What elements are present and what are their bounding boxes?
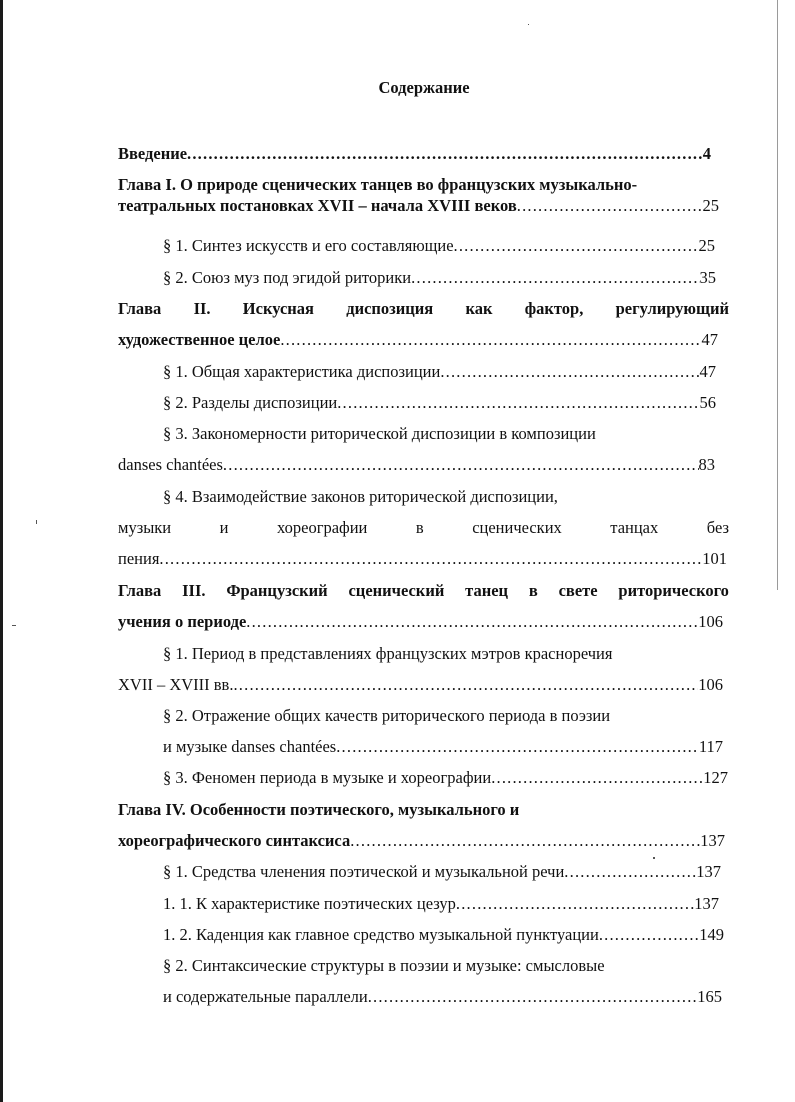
toc-entry-text: Введение (118, 144, 188, 163)
toc-entry-text: театральных постановках XVII – начала XVIII веков (118, 196, 517, 215)
toc-entry-chapter-3[interactable] (118, 611, 723, 633)
toc-entry-section[interactable] (163, 392, 716, 414)
toc-entry-intro[interactable] (118, 143, 711, 165)
leader-dots (517, 195, 703, 217)
toc-entry-section-line[interactable]: § 4. Взаимодействие законов риторической диспозиции, (163, 487, 558, 506)
title-word: в (528, 581, 538, 600)
title-word: свете (558, 581, 598, 600)
toc-entry-section[interactable] (118, 548, 727, 570)
toc-entry-text: § 1. Общая характеристика диспозиции (163, 362, 441, 381)
leader-dots (337, 392, 699, 414)
page-number: 101 (702, 549, 727, 568)
chapter-1-title[interactable]: Глава I. О природе сценических танцев во французских музыкально- (118, 175, 638, 194)
title-word: сценический (348, 581, 445, 600)
toc-entry-subsection[interactable] (163, 893, 719, 915)
toc-entry-text: и музыке danses chantées (163, 737, 337, 756)
leader-dots (246, 611, 698, 633)
leader-dots (440, 361, 699, 383)
toc-entry-chapter-2[interactable] (118, 329, 718, 351)
title-word: II. (193, 299, 211, 318)
leader-dots (564, 861, 696, 883)
leader-dots (491, 767, 703, 789)
toc-entry-text: danses chantées (118, 455, 223, 474)
page-number: 47 (699, 362, 716, 381)
scan-speck (528, 24, 529, 25)
toc-entry-section-line[interactable]: § 1. Период в представлениях французских мэтров красноречия (163, 644, 613, 663)
toc-entry-section-line[interactable]: § 2. Синтаксические структуры в поэзии и музыке: смысловые (163, 956, 605, 975)
toc-entry-chapter-1[interactable] (118, 195, 719, 217)
scan-speck (12, 625, 16, 626)
toc-entry-text: хореографического синтаксиса (118, 831, 351, 850)
page-number: 165 (697, 987, 722, 1006)
chapter-2-title[interactable] (118, 298, 729, 320)
leader-dots (233, 674, 698, 696)
toc-entry-text: § 1. Синтез искусств и его составляющие (163, 236, 454, 255)
line-word: танцах (610, 518, 659, 537)
scan-speck (653, 857, 655, 859)
title-word: III. (182, 581, 206, 600)
scan-speck (36, 520, 37, 524)
toc-entry-section-line[interactable]: § 3. Закономерности риторической диспозиции в композиции (163, 424, 596, 443)
toc-entry-text: § 2. Разделы диспозиции (163, 393, 338, 412)
title-word: риторического (618, 581, 729, 600)
page-number: 56 (699, 393, 716, 412)
leader-dots (454, 235, 699, 257)
leader-dots (223, 454, 699, 476)
chapter-3-title[interactable] (118, 580, 729, 602)
toc-entry-text: пения (118, 549, 160, 568)
page-number: 35 (699, 268, 716, 287)
page-number: 117 (698, 737, 723, 756)
title-word: Глава (118, 299, 162, 318)
page-number: 127 (703, 768, 728, 787)
title-word: диспозиция (346, 299, 434, 318)
toc-entry-text: § 3. Феномен периода в музыке и хореографии (163, 768, 492, 787)
toc-entry-section[interactable] (163, 361, 716, 383)
title-word: Искусная (242, 299, 314, 318)
toc-entry-text: художественное целое (118, 330, 281, 349)
line-word: без (706, 518, 729, 537)
leader-dots (280, 329, 701, 351)
leader-dots (411, 267, 699, 289)
title-word: Глава (118, 581, 162, 600)
toc-entry-text: 1. 2. Каденция как главное средство музыкальной пунктуации (163, 925, 599, 944)
leader-dots (456, 893, 694, 915)
line-word: хореографии (277, 518, 368, 537)
toc-entry-text: XVII – XVIII вв. (118, 675, 234, 694)
page-number: 149 (699, 925, 724, 944)
page-number: 47 (701, 330, 718, 349)
leader-dots (368, 986, 698, 1008)
title-word: регулирующий (615, 299, 729, 318)
chapter-4-title[interactable]: Глава IV. Особенности поэтического, музыкального и (118, 800, 520, 819)
page-number: 106 (698, 612, 723, 631)
toc-entry-section[interactable] (163, 267, 716, 289)
toc-entry-chapter-4[interactable] (118, 830, 725, 852)
toc-entry-text: учения о периоде (118, 612, 247, 631)
page-number: 25 (702, 196, 719, 215)
page-number: 137 (694, 894, 719, 913)
toc-entry-section[interactable] (118, 674, 723, 696)
title-word: как (465, 299, 493, 318)
line-word: сценических (472, 518, 562, 537)
page-number: 4 (702, 144, 711, 163)
line-word: и (219, 518, 229, 537)
toc-entry-text: § 1. Средства членения поэтической и музыкальной речи (163, 862, 565, 881)
page-number: 25 (698, 236, 715, 255)
toc-entry-section[interactable] (163, 736, 723, 758)
title-word: фактор, (524, 299, 584, 318)
toc-entry-section[interactable] (163, 235, 715, 257)
leader-dots (336, 736, 699, 758)
leader-dots (599, 924, 699, 946)
leader-dots (187, 143, 703, 165)
line-word: музыки (118, 518, 172, 537)
page-number: 83 (698, 455, 715, 474)
toc-entry-section-line[interactable] (118, 517, 729, 539)
toc-entry-text: и содержательные параллели (163, 987, 368, 1006)
page-number: 137 (696, 862, 721, 881)
toc-entry-section[interactable] (163, 861, 721, 883)
toc-entry-text: § 2. Союз муз под эгидой риторики (163, 268, 412, 287)
toc-entry-section[interactable] (118, 454, 715, 476)
scan-edge-left (0, 0, 3, 1102)
page-title: Содержание (378, 78, 470, 97)
toc-entry-section-line[interactable]: § 2. Отражение общих качеств риторического периода в поэзии (163, 706, 611, 725)
toc-entry-section[interactable] (163, 986, 722, 1008)
page-number: 137 (700, 831, 725, 850)
toc-entry-subsection[interactable] (163, 924, 724, 946)
leader-dots (159, 548, 702, 570)
title-word: танец (465, 581, 509, 600)
page-number: 106 (698, 675, 723, 694)
title-word: Французский (226, 581, 328, 600)
toc-entry-section[interactable] (163, 767, 728, 789)
line-word: в (415, 518, 424, 537)
leader-dots (350, 830, 700, 852)
toc-entry-text: 1. 1. К характеристике поэтических цезур (163, 894, 456, 913)
